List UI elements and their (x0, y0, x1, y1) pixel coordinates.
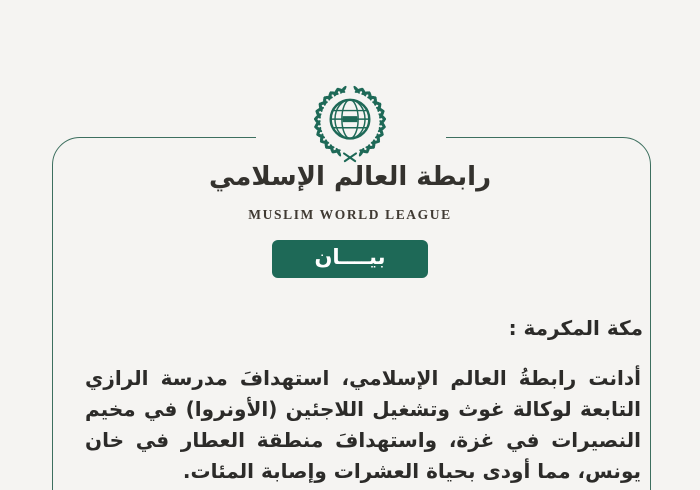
statement-line: يونس، مما أودى بحياة العشرات وإصابة المئات. (182, 459, 641, 483)
bayan-banner-label: بيــــان (314, 244, 386, 269)
mwl-arabic-name: رابطة العالم الإسلامي (208, 162, 492, 192)
border-gap-mask (256, 128, 446, 146)
statement-line: التابعة لوكالة غوث وتشغيل اللاجئين (الأونروا) في مخيم (85, 397, 641, 421)
location-heading: مكة المكرمة : (508, 316, 643, 340)
statement-line: النصيرات في غزة، واستهدافَ منطقة العطار في خان (85, 428, 641, 452)
mwl-english-name: MUSLIM WORLD LEAGUE (248, 207, 452, 222)
statement-line: أدانت رابطةُ العالم الإسلامي، استهدافَ مدرسة الرازي (85, 366, 641, 390)
statement-body (85, 363, 641, 487)
